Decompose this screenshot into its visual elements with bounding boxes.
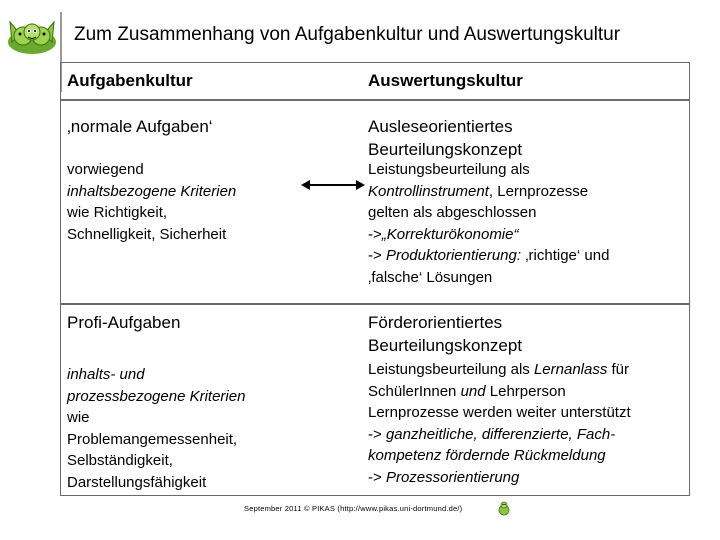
pikas-mascot-icon — [497, 500, 511, 516]
desc-normale-aufgaben: vorwiegend inhaltsbezogene Kriterien wie Richtigkeit, Schnelligkeit, Sicherheit — [67, 161, 237, 243]
comparison-table — [60, 62, 690, 496]
label-ausleseorientiert: Ausleseorientiertes Beurteilungskonzept — [368, 117, 523, 159]
desc-profi-aufgaben: inhalts- und prozessbezogene Kriterien wie Problemangemessenheit, Selbständigkeit, Darstellungsfähigkeit — [67, 366, 246, 491]
desc-foerderorientiert: Leistungsbeurteilung als Lernanlass für SchülerInnen und Lehrperson Lernprozesse werden weiter unterstützt -> ganzheitliche, differenzierte, Fach- kompetenz fördernde Rückmeldung -> Prozessorientierung — [368, 361, 631, 486]
row-divider — [61, 303, 689, 305]
header-divider — [61, 99, 689, 101]
label-profi-aufgaben: Profi-Aufgaben — [67, 313, 181, 332]
page-title: Zum Zusammenhang von Aufgabenkultur und Auswertungskultur — [74, 24, 621, 45]
double-arrow-icon — [301, 177, 365, 193]
header-auswertungskultur: Auswertungskultur — [368, 71, 523, 90]
header-aufgabenkultur: Aufgabenkultur — [67, 71, 193, 90]
label-foerderorientiert: Förderorientiertes Beurteilungskonzept — [368, 313, 523, 355]
footer-copyright: September 2011 © PIKAS (http://www.pikas.uni-dortmund.de/) — [244, 504, 463, 513]
label-normale-aufgaben: ‚normale Aufgaben‘ — [67, 117, 213, 136]
desc-ausleseorientiert: Leistungsbeurteilung als Kontrollinstrument, Lernprozesse gelten als abgeschlossen ->„Korrekturökonomie“ -> Produktorientierung: ‚richtige‘ und ‚falsche‘ Lösungen — [368, 161, 610, 286]
pikas-logo-icon — [6, 12, 58, 56]
